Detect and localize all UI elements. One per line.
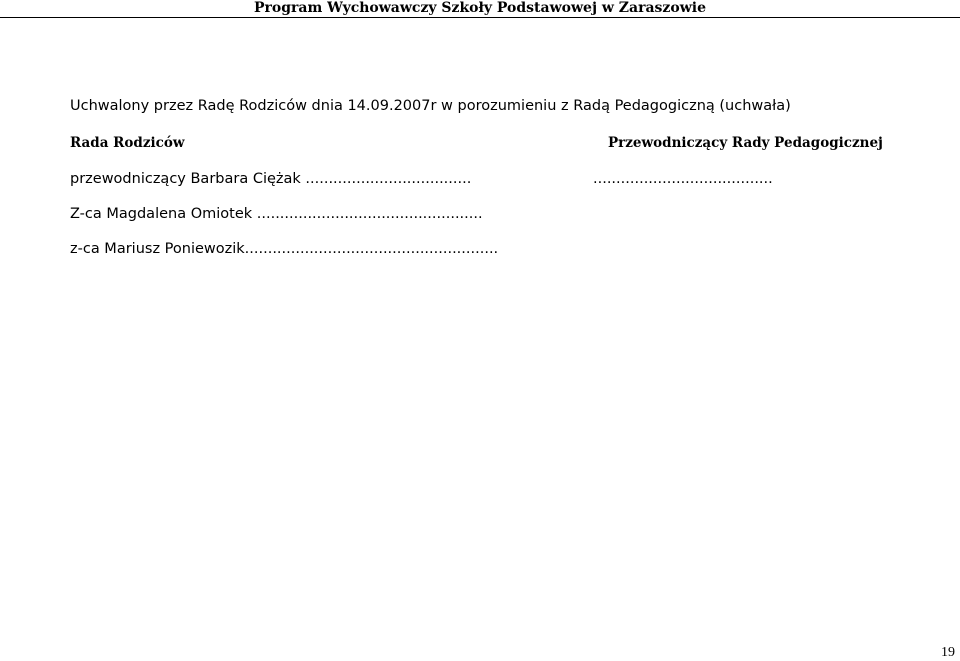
teachers-council-heading: Przewodniczący Rady Pedagogicznej <box>608 135 883 151</box>
parents-council-deputy-2-signature: z-ca Mariusz Poniewozik....................................................... <box>70 241 499 257</box>
resolution-statement: Uchwalony przez Radę Rodziców dnia 14.09.2007r w porozumieniu z Radą Pedagogiczną (uchwała) <box>70 98 791 114</box>
parents-council-deputy-1-signature: Z-ca Magdalena Omiotek ................................................. <box>70 206 483 222</box>
page-number: 19 <box>941 645 955 660</box>
parents-council-chair-signature: przewodniczący Barbara Ciężak .................................... <box>70 171 472 187</box>
teachers-council-signature-line: ....................................... <box>593 171 773 187</box>
parents-council-heading: Rada Rodziców <box>70 135 185 151</box>
page-header-title: Program Wychowawczy Szkoły Podstawowej w Zaraszowie <box>253 0 706 16</box>
header-divider <box>0 17 960 18</box>
